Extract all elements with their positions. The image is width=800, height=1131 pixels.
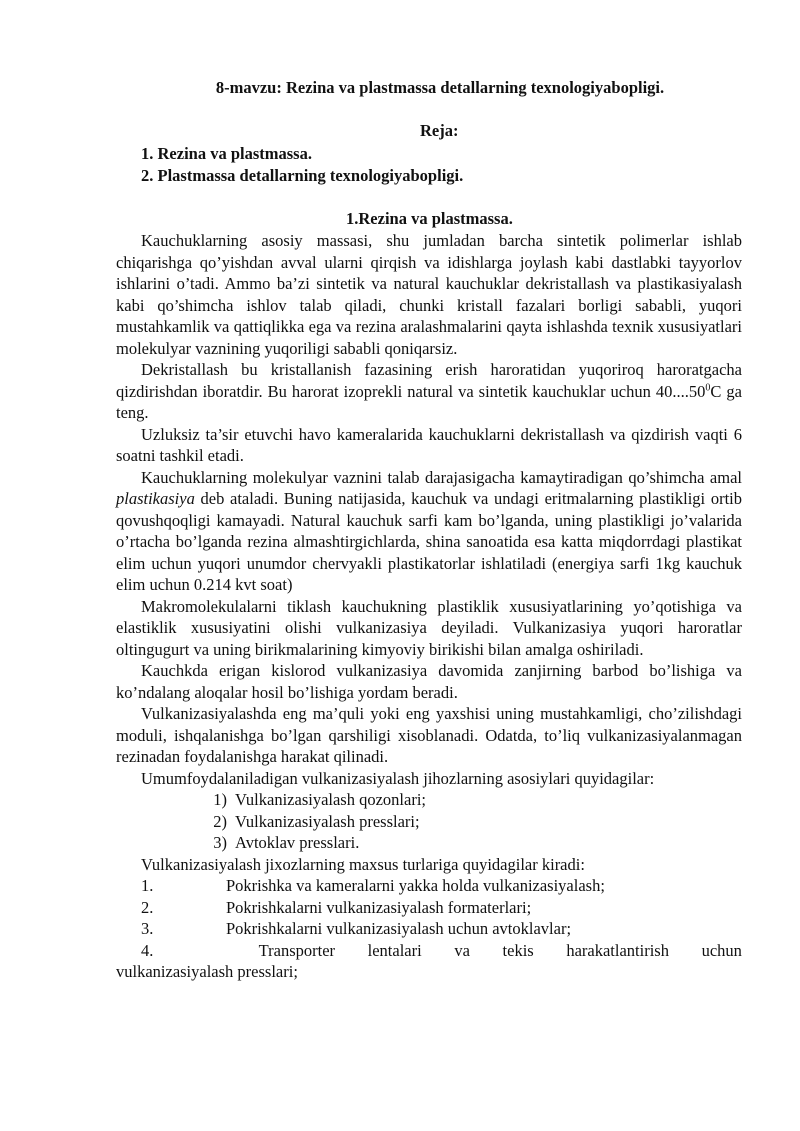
list-number: 1.: [141, 876, 154, 895]
paragraph: Vulkanizasiyalash jixozlarning maxsus turlariga quyidagilar kiradi:: [141, 854, 585, 874]
italic-term: plastikasiya: [116, 489, 195, 508]
paragraph-text: Dekristallash bu kristallanish fazasining erish haroratidan yuqoriroq haroratgacha qizdirishdan iboratdir. Bu harorat izoprekli natural va sintetik kauchuklar uchun 40....50: [116, 360, 742, 401]
paragraph: [116, 359, 742, 424]
document-title: [0, 77, 800, 99]
paragraph: Kauchkda erigan kislorod vulkanizasiya davomida zanjirning barbod bo’lishiga va ko’ndalang aloqalar hosil bo’lishiga yordam beradi.: [116, 661, 742, 702]
list-text: Pokrishka va kameralarni yakka holda vulkanizasiyalash;: [226, 876, 605, 895]
list-number: 2): [213, 811, 227, 831]
special-list: [116, 875, 742, 983]
plan-list: [141, 143, 463, 186]
paragraph: Makromolekulalarni tiklash kauchukning plastiklik xususiyatlarining yo’qotishiga va elastiklik xususiyatini olishi vulkanizasiya deyiladi. Vulkanizasiya yuqori haroratlar oltingugurt va uning birikmalarining kimyoviy birikishi bilan amalga oshiriladi.: [116, 596, 742, 659]
list-item: [116, 940, 742, 962]
superscript: 0: [705, 382, 711, 393]
paragraph-text: deb ataladi. Buning natijasida, kauchuk va undagi eritmalarning plastikligi ortib qovushqoqligi kamayadi. Natural kauchuk sarfi kam bo’lganda, uning plastikligi jo’valarida o’rtacha bo’lganda rezina almashtirgichlarda, shina sanoatida esa katta miqdorrdagi plastikat elim uchun yuqori unumdor chervyakli plastikatorlar ishlatiladi (energiya sarfi 1kg kauchuk elim uchun 0.214 kvt soat): [116, 489, 742, 594]
list-word: uchun: [701, 940, 742, 960]
list-number: 4.: [141, 940, 154, 960]
list-text: Avtoklav presslari.: [235, 833, 360, 852]
list-number: 1): [213, 790, 227, 809]
list-number: 2.: [141, 897, 154, 917]
list-item: [116, 789, 742, 811]
plan-heading: Reja:: [420, 121, 459, 140]
list-word: va: [454, 940, 470, 960]
list-item-continuation: vulkanizasiyalash presslari;: [116, 962, 298, 981]
document-body: [116, 230, 742, 983]
list-word: Transporter: [258, 940, 336, 960]
list-item: [116, 875, 742, 897]
list-item: [116, 897, 742, 919]
equipment-list: [116, 789, 742, 854]
plan-item: 1. Rezina va plastmassa.: [141, 144, 312, 163]
list-item: [116, 918, 742, 940]
section-title: 1.Rezina va plastmassa.: [346, 209, 513, 228]
paragraph: Uzluksiz ta’sir etuvchi havo kameralarida kauchuklarni dekristallash va qizdirish vaqti 6 soatni tashkil etadi.: [116, 424, 742, 465]
list-text: Pokrishkalarni vulkanizasiyalash formaterlari;: [226, 897, 532, 917]
list-number: 3.: [141, 919, 154, 938]
list-text: Vulkanizasiyalash presslari;: [235, 811, 420, 831]
list-text: Vulkanizasiyalash qozonlari;: [235, 790, 426, 809]
list-text: Pokrishkalarni vulkanizasiyalash uchun avtoklavlar;: [226, 919, 572, 938]
list-word: tekis: [502, 940, 534, 960]
paragraph: [116, 467, 742, 596]
paragraph-text: Kauchuklarning molekulyar vaznini talab darajasigacha kamaytiradigan qo’shimcha amal: [141, 467, 742, 487]
list-word: harakatlantirish: [566, 940, 669, 960]
list-number: 3): [213, 833, 227, 852]
plan-item: 2. Plastmassa detallarning texnologiyabopligi.: [141, 165, 464, 185]
paragraph: Kauchuklarning asosiy massasi, shu jumladan barcha sintetik polimerlar ishlab chiqarishga qo’yishdan avval ularni qirqish va idishlarga joylash kabi dastlabki tayyorlov ishlarini o’tadi. Ammo ba’zi sintetik va natural kauchuklar dekristallash va plastikasiyalash kabi qo’shimcha ishlov talab qiladi, chunki kristall fazalari borligi sababli, yuqori mustahkamlik va qattiqlikka ega va rezina aralashmalarini qayta ishlashda texnik xususiyatlari molekulyar vaznining yuqoriligi sababli qoniqarsiz.: [116, 231, 742, 358]
document-title-text: 8-mavzu: Rezina va plastmassa detallarning texnologiyabopligi.: [215, 78, 665, 97]
list-item: [116, 832, 742, 854]
paragraph: Vulkanizasiyalashda eng ma’quli yoki eng yaxshisi uning mustahkamligi, cho’zilishdagi moduli, ishqalanishga bo’lgan qarshiligi xisoblanadi. Odatda, to’liq vulkanizasiyalanmagan rezinadan foydalanishga harakat qilinadi.: [116, 704, 742, 766]
list-item: [116, 811, 742, 833]
paragraph-text: C ga teng.: [116, 381, 742, 422]
paragraph: Umumfoydalaniladigan vulkanizasiyalash jihozlarning asosiylari quyidagilar:: [141, 768, 655, 788]
list-word: lentalari: [367, 940, 422, 960]
